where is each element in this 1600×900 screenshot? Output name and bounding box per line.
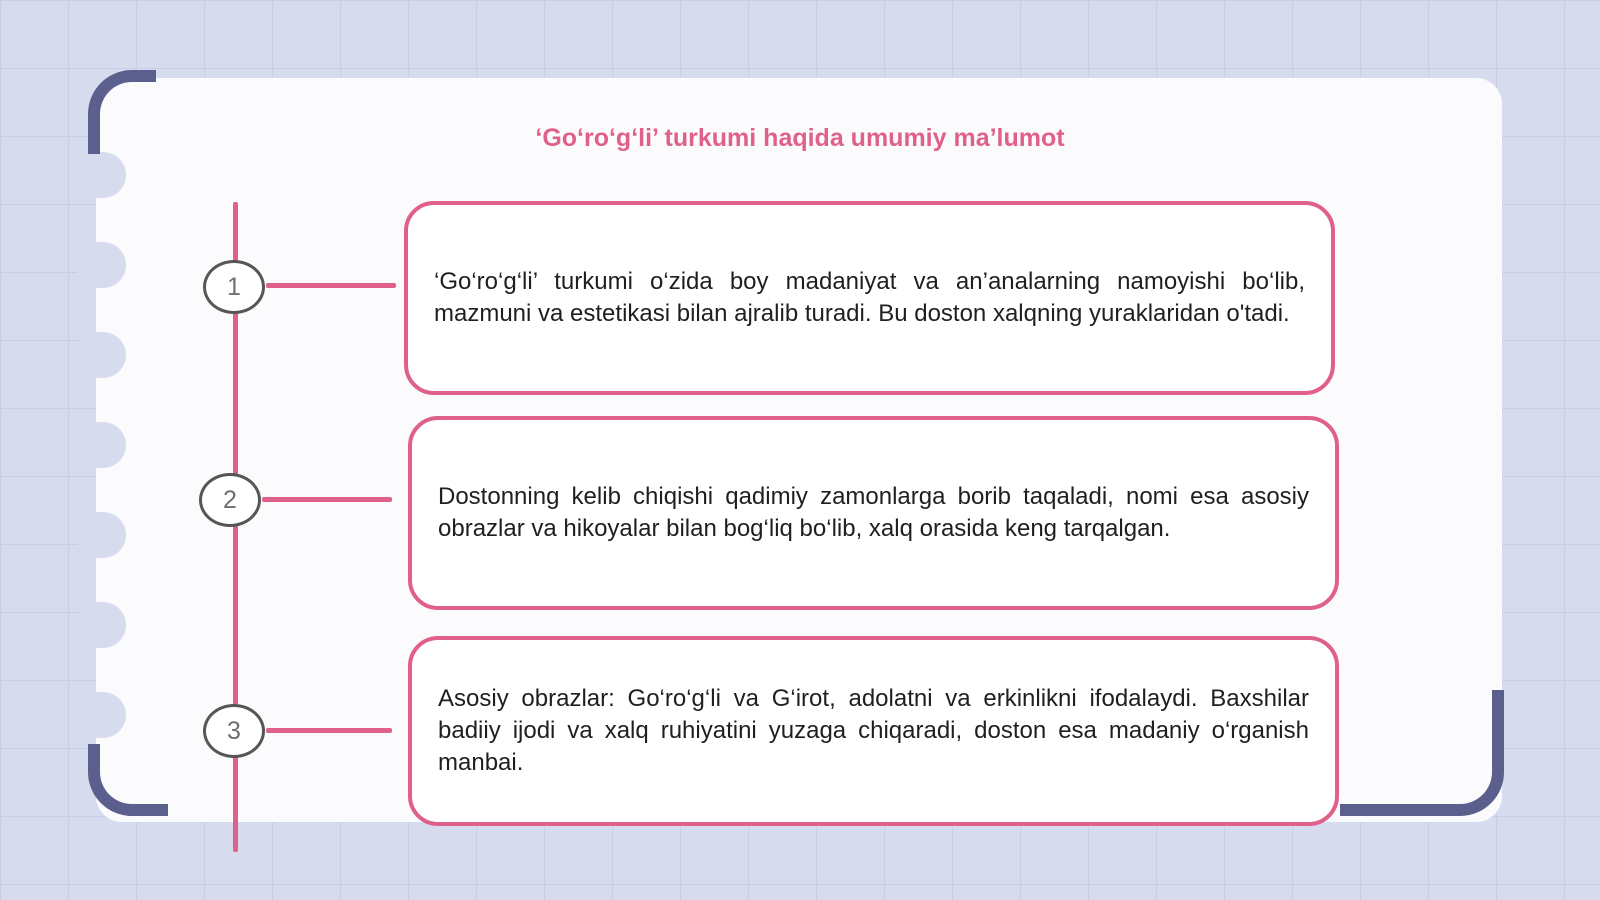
card-notch [76,512,126,558]
timeline-connector-1 [266,283,396,288]
info-text-1: ‘Go‘ro‘g‘li’ turkumi o‘zida boy madaniyat va an’analarning namoyishi bo‘lib, mazmuni va estetikasi bilan ajralib turadi. Bu doston xalqning yuraklaridan o'tadi. [434,268,1305,327]
corner-bracket-bottom-right [1340,690,1504,816]
slide-title: ‘Go‘ro‘g‘li’ turkumi haqida umumiy ma’lumot [535,124,1065,152]
card-notch [76,152,126,198]
timeline-marker-3: 3 [203,704,265,758]
card-notch [76,242,126,288]
info-text-3: Asosiy obrazlar: Go‘ro‘g‘li va G‘irot, adolatni va erkinlikni ifodalaydi. Baxshilar badiiy ijodi va xalq ruhiyatini yuzaga chiqaradi, doston esa madaniy o‘rganish manbai. [438,685,1309,776]
card-notch [76,422,126,468]
timeline-marker-1: 1 [203,260,265,314]
timeline-marker-2: 2 [199,473,261,527]
info-box-3 [408,636,1339,826]
card-notch [76,332,126,378]
info-text-2: Dostonning kelib chiqishi qadimiy zamonlarga borib taqaladi, nomi esa asosiy obrazlar va hikoyalar bilan bog‘liq bo‘lib, xalq orasida keng tarqalgan. [438,483,1309,542]
info-box-1 [404,201,1335,395]
info-box-2 [408,416,1339,610]
card-notch [76,602,126,648]
card-notch [76,692,126,738]
timeline-connector-2 [262,497,392,502]
timeline-connector-3 [266,728,392,733]
